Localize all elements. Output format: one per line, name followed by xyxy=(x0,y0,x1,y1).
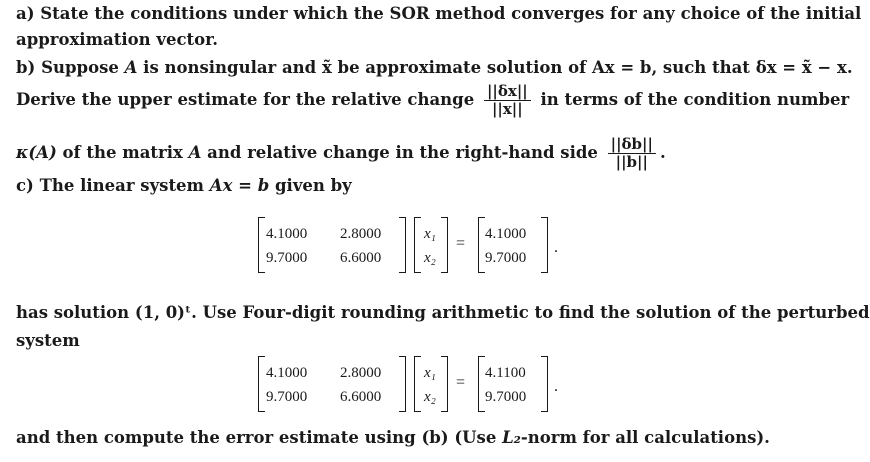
vector-cell: x₁ xyxy=(424,365,436,381)
rhs-vector-1 xyxy=(478,217,548,273)
matrix-cell: 6.6000 xyxy=(340,389,382,405)
rhs-vector-2 xyxy=(478,356,548,412)
matrix-cell: 9.7000 xyxy=(266,250,308,266)
unknown-vector-2 xyxy=(414,356,448,412)
part-a-line-1: a) State the conditions under which the SOR method converges for any choice of the initial xyxy=(16,4,862,23)
matrix-cell: 2.8000 xyxy=(340,365,382,381)
coefficient-matrix-1 xyxy=(258,217,406,273)
linear-system-2 xyxy=(258,356,588,412)
part-c-line-4: and then compute the error estimate using (b) (Use L₂-norm for all calculations). xyxy=(16,428,770,447)
part-b-line-3: κ(A) of the matrix A and relative change in the right-hand side $\frac{||\delta b||}{||b||}$ . xyxy=(16,135,666,171)
coefficient-matrix-2 xyxy=(258,356,406,412)
equals-sign: = xyxy=(456,235,466,252)
unknown-vector-1 xyxy=(414,217,448,273)
part-c-line-3: system xyxy=(16,331,80,350)
vector-cell: x₂ xyxy=(424,250,436,266)
part-c-line-2: has solution (1, 0)ᵗ. Use Four-digit rounding arithmetic to find the solution of the perturbed xyxy=(16,303,870,322)
matrix-cell: 4.1000 xyxy=(266,226,308,242)
relative-change-fraction: $\frac{||\delta x||}{||x||}$ xyxy=(484,83,531,118)
part-a-line-2: approximation vector. xyxy=(16,30,219,49)
vector-cell: 4.1000 xyxy=(485,226,527,242)
rhs-change-fraction: $\frac{||\delta b||}{||b||}$ xyxy=(608,136,656,171)
period: . xyxy=(554,239,558,256)
vector-cell: 4.1100 xyxy=(485,365,526,381)
matrix-cell: 9.7000 xyxy=(266,389,308,405)
linear-system-1 xyxy=(258,217,588,273)
part-c-line-1: c) The linear system Ax = b given by xyxy=(16,176,352,195)
vector-cell: x₁ xyxy=(424,226,436,242)
period: . xyxy=(554,378,558,395)
equals-sign: = xyxy=(456,374,466,391)
vector-cell: x₂ xyxy=(424,389,436,405)
matrix-cell: 6.6000 xyxy=(340,250,382,266)
part-b-line-2: Derive the upper estimate for the relative change $\frac{||\delta x||}{||x||}$ in terms of the condition number xyxy=(16,82,850,118)
matrix-cell: 4.1000 xyxy=(266,365,308,381)
part-b-line-1: b) Suppose A is nonsingular and x̃ be approximate solution of Ax = b, such that δx = x̃ − x. xyxy=(16,58,853,77)
matrix-cell: 2.8000 xyxy=(340,226,382,242)
vector-cell: 9.7000 xyxy=(485,250,527,266)
vector-cell: 9.7000 xyxy=(485,389,527,405)
